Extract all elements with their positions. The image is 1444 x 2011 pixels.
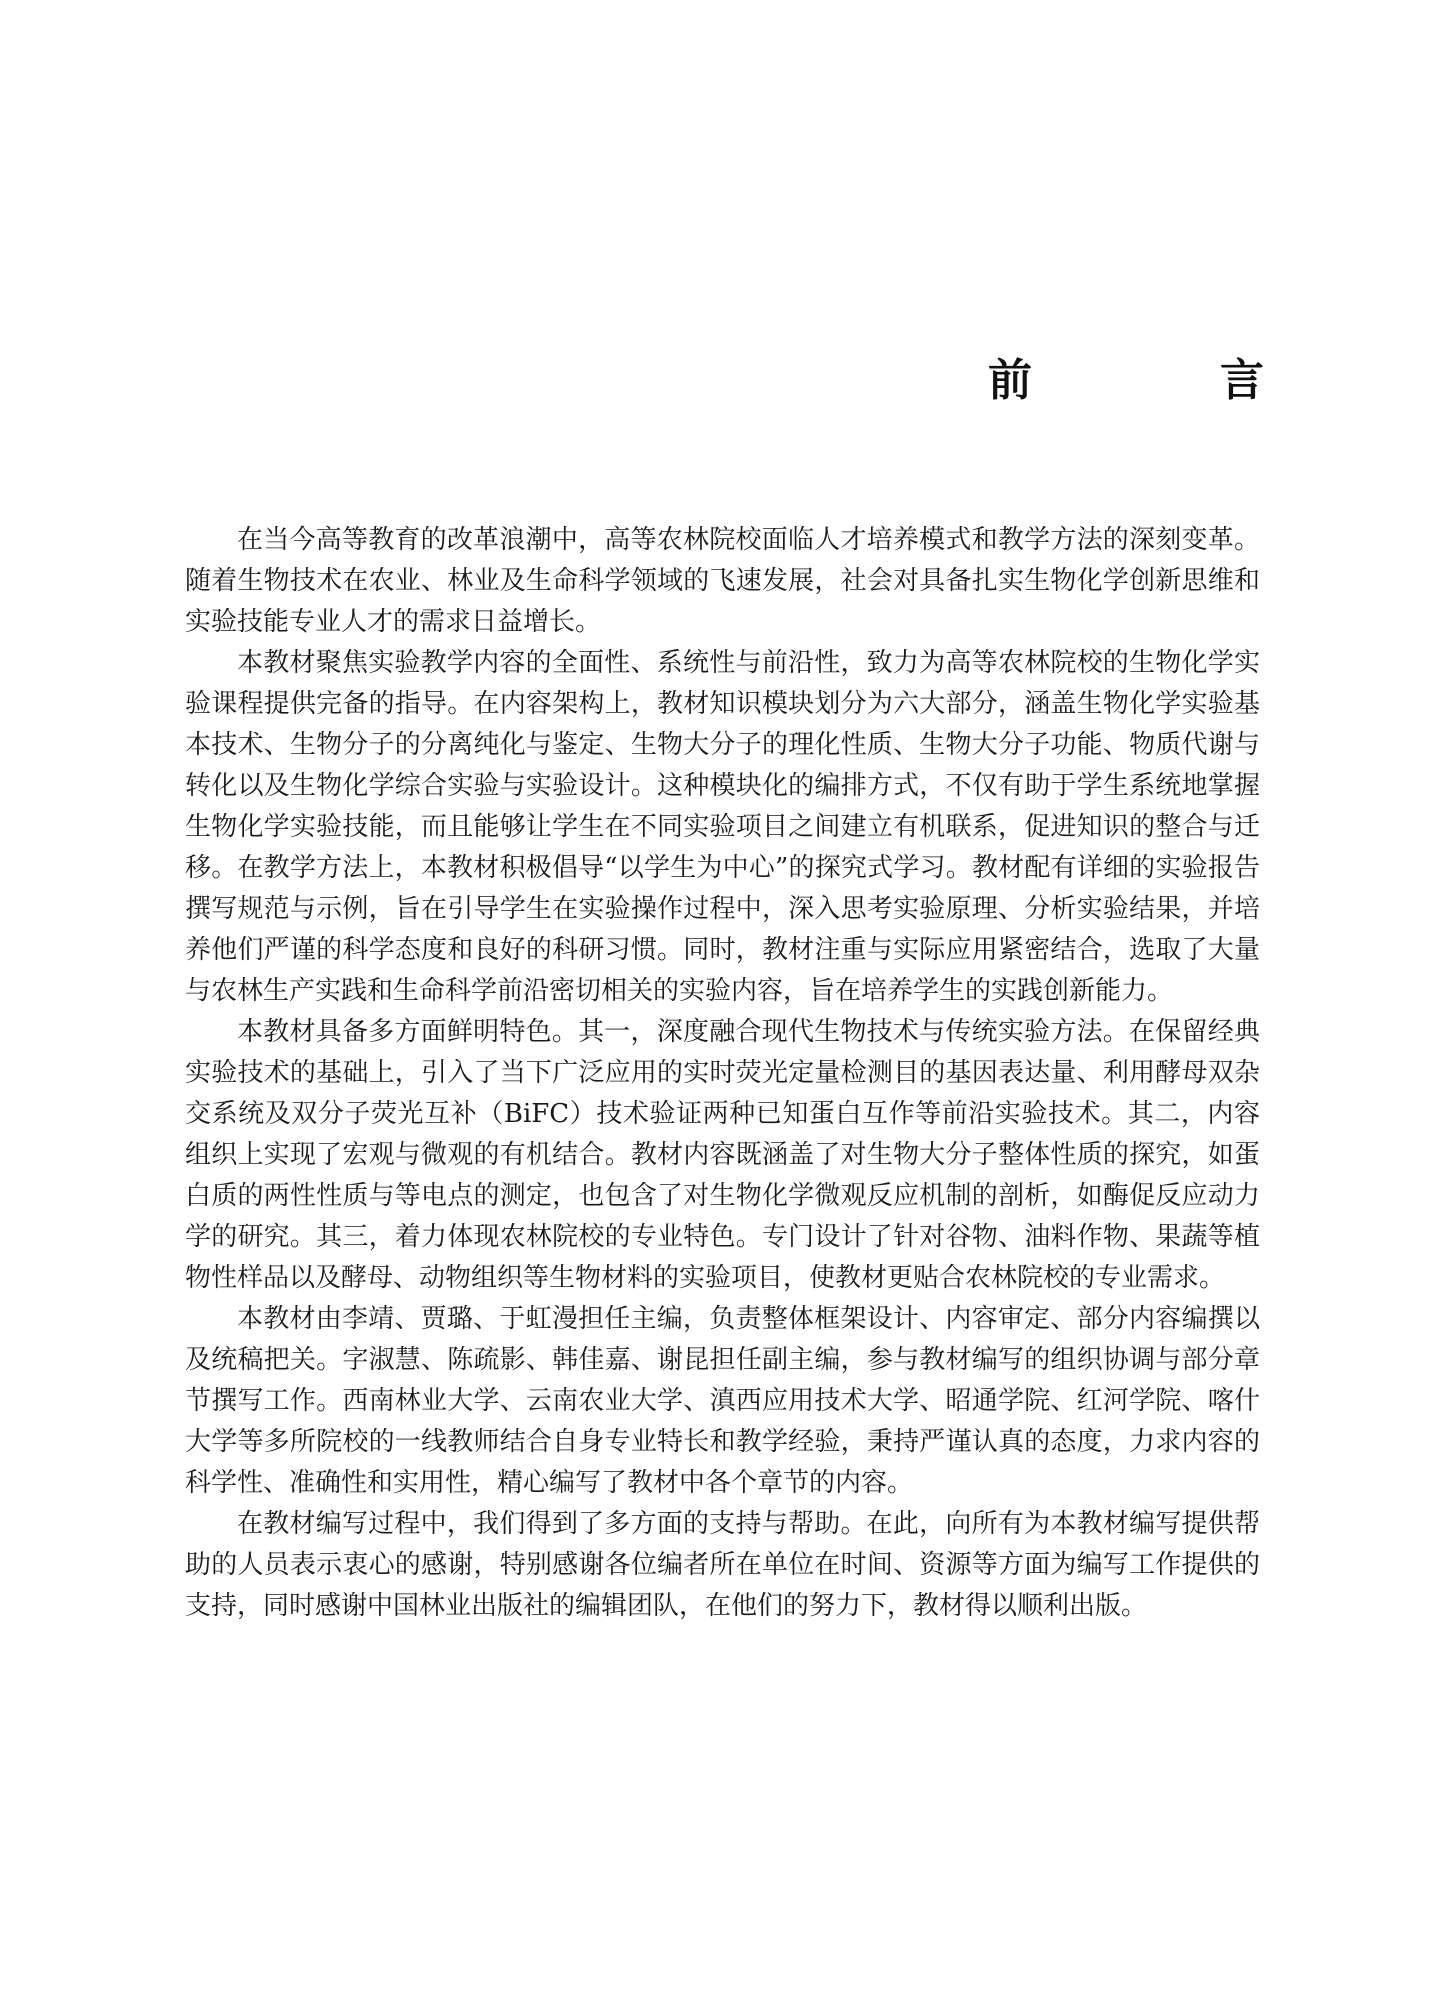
preface-body [185, 520, 1260, 1627]
paragraph-2: 本教材聚焦实验教学内容的全面性、系统性与前沿性，致力为高等农林院校的生物化学实验课程提供完备的指导。在内容架构上，教材知识模块划分为六大部分，涵盖生物化学实验基本技术、生物分子的分离纯化与鉴定、生物大分子的理化性质、生物大分子功能、物质代谢与转化以及生物化学综合实验与实验设计。这种模块化的编排方式，不仅有助于学生系统地掌握生物化学实验技能，而且能够让学生在不同实验项目之间建立有机联系，促进知识的整合与迁移。在教学方法上，本教材积极倡导“以学生为中心”的探究式学习。教材配有详细的实验报告撰写规范与示例，旨在引导学生在实验操作过程中，深入思考实验原理、分析实验结果，并培养他们严谨的科学态度和良好的科研习惯。同时，教材注重与实际应用紧密结合，选取了大量与农林生产实践和生命科学前沿密切相关的实验内容，旨在培养学生的实践创新能力。 [185, 648, 1260, 1006]
paragraph-4: 本教材由李靖、贾璐、于虹漫担任主编，负责整体框架设计、内容审定、部分内容编撰以及统稿把关。字淑慧、陈疏影、韩佳嘉、谢昆担任副主编，参与教材编写的组织协调与部分章节撰写工作。西南林业大学、云南农业大学、滇西应用技术大学、昭通学院、红河学院、喀什大学等多所院校的一线教师结合自身专业特长和教学经验，秉持严谨认真的态度，力求内容的科学性、准确性和实用性，精心编写了教材中各个章节的内容。 [185, 1304, 1260, 1498]
page-title: 前 言 [988, 355, 1336, 407]
paragraph-5: 在教材编写过程中，我们得到了多方面的支持与帮助。在此，向所有为本教材编写提供帮助的人员表示衷心的感谢，特别感谢各位编者所在单位在时间、资源等方面为编写工作提供的支持，同时感谢中国林业出版社的编辑团队，在他们的努力下，教材得以顺利出版。 [185, 1509, 1260, 1621]
paragraph-1: 在当今高等教育的改革浪潮中，高等农林院校面临人才培养模式和教学方法的深刻变革。随着生物技术在农业、林业及生命科学领域的飞速发展，社会对具备扎实生物化学创新思维和实验技能专业人才的需求日益增长。 [185, 525, 1260, 637]
paragraph-3: 本教材具备多方面鲜明特色。其一，深度融合现代生物技术与传统实验方法。在保留经典实验技术的基础上，引入了当下广泛应用的实时荧光定量检测目的基因表达量、利用酵母双杂交系统及双分子荧光互补（BiFC）技术验证两种已知蛋白互作等前沿实验技术。其二，内容组织上实现了宏观与微观的有机结合。教材内容既涵盖了对生物大分子整体性质的探究，如蛋白质的两性性质与等电点的测定，也包含了对生物化学微观反应机制的剖析，如酶促反应动力学的研究。其三，着力体现农林院校的专业特色。专门设计了针对谷物、油料作物、果蔬等植物性样品以及酵母、动物组织等生物材料的实验项目，使教材更贴合农林院校的专业需求。 [185, 1017, 1260, 1293]
